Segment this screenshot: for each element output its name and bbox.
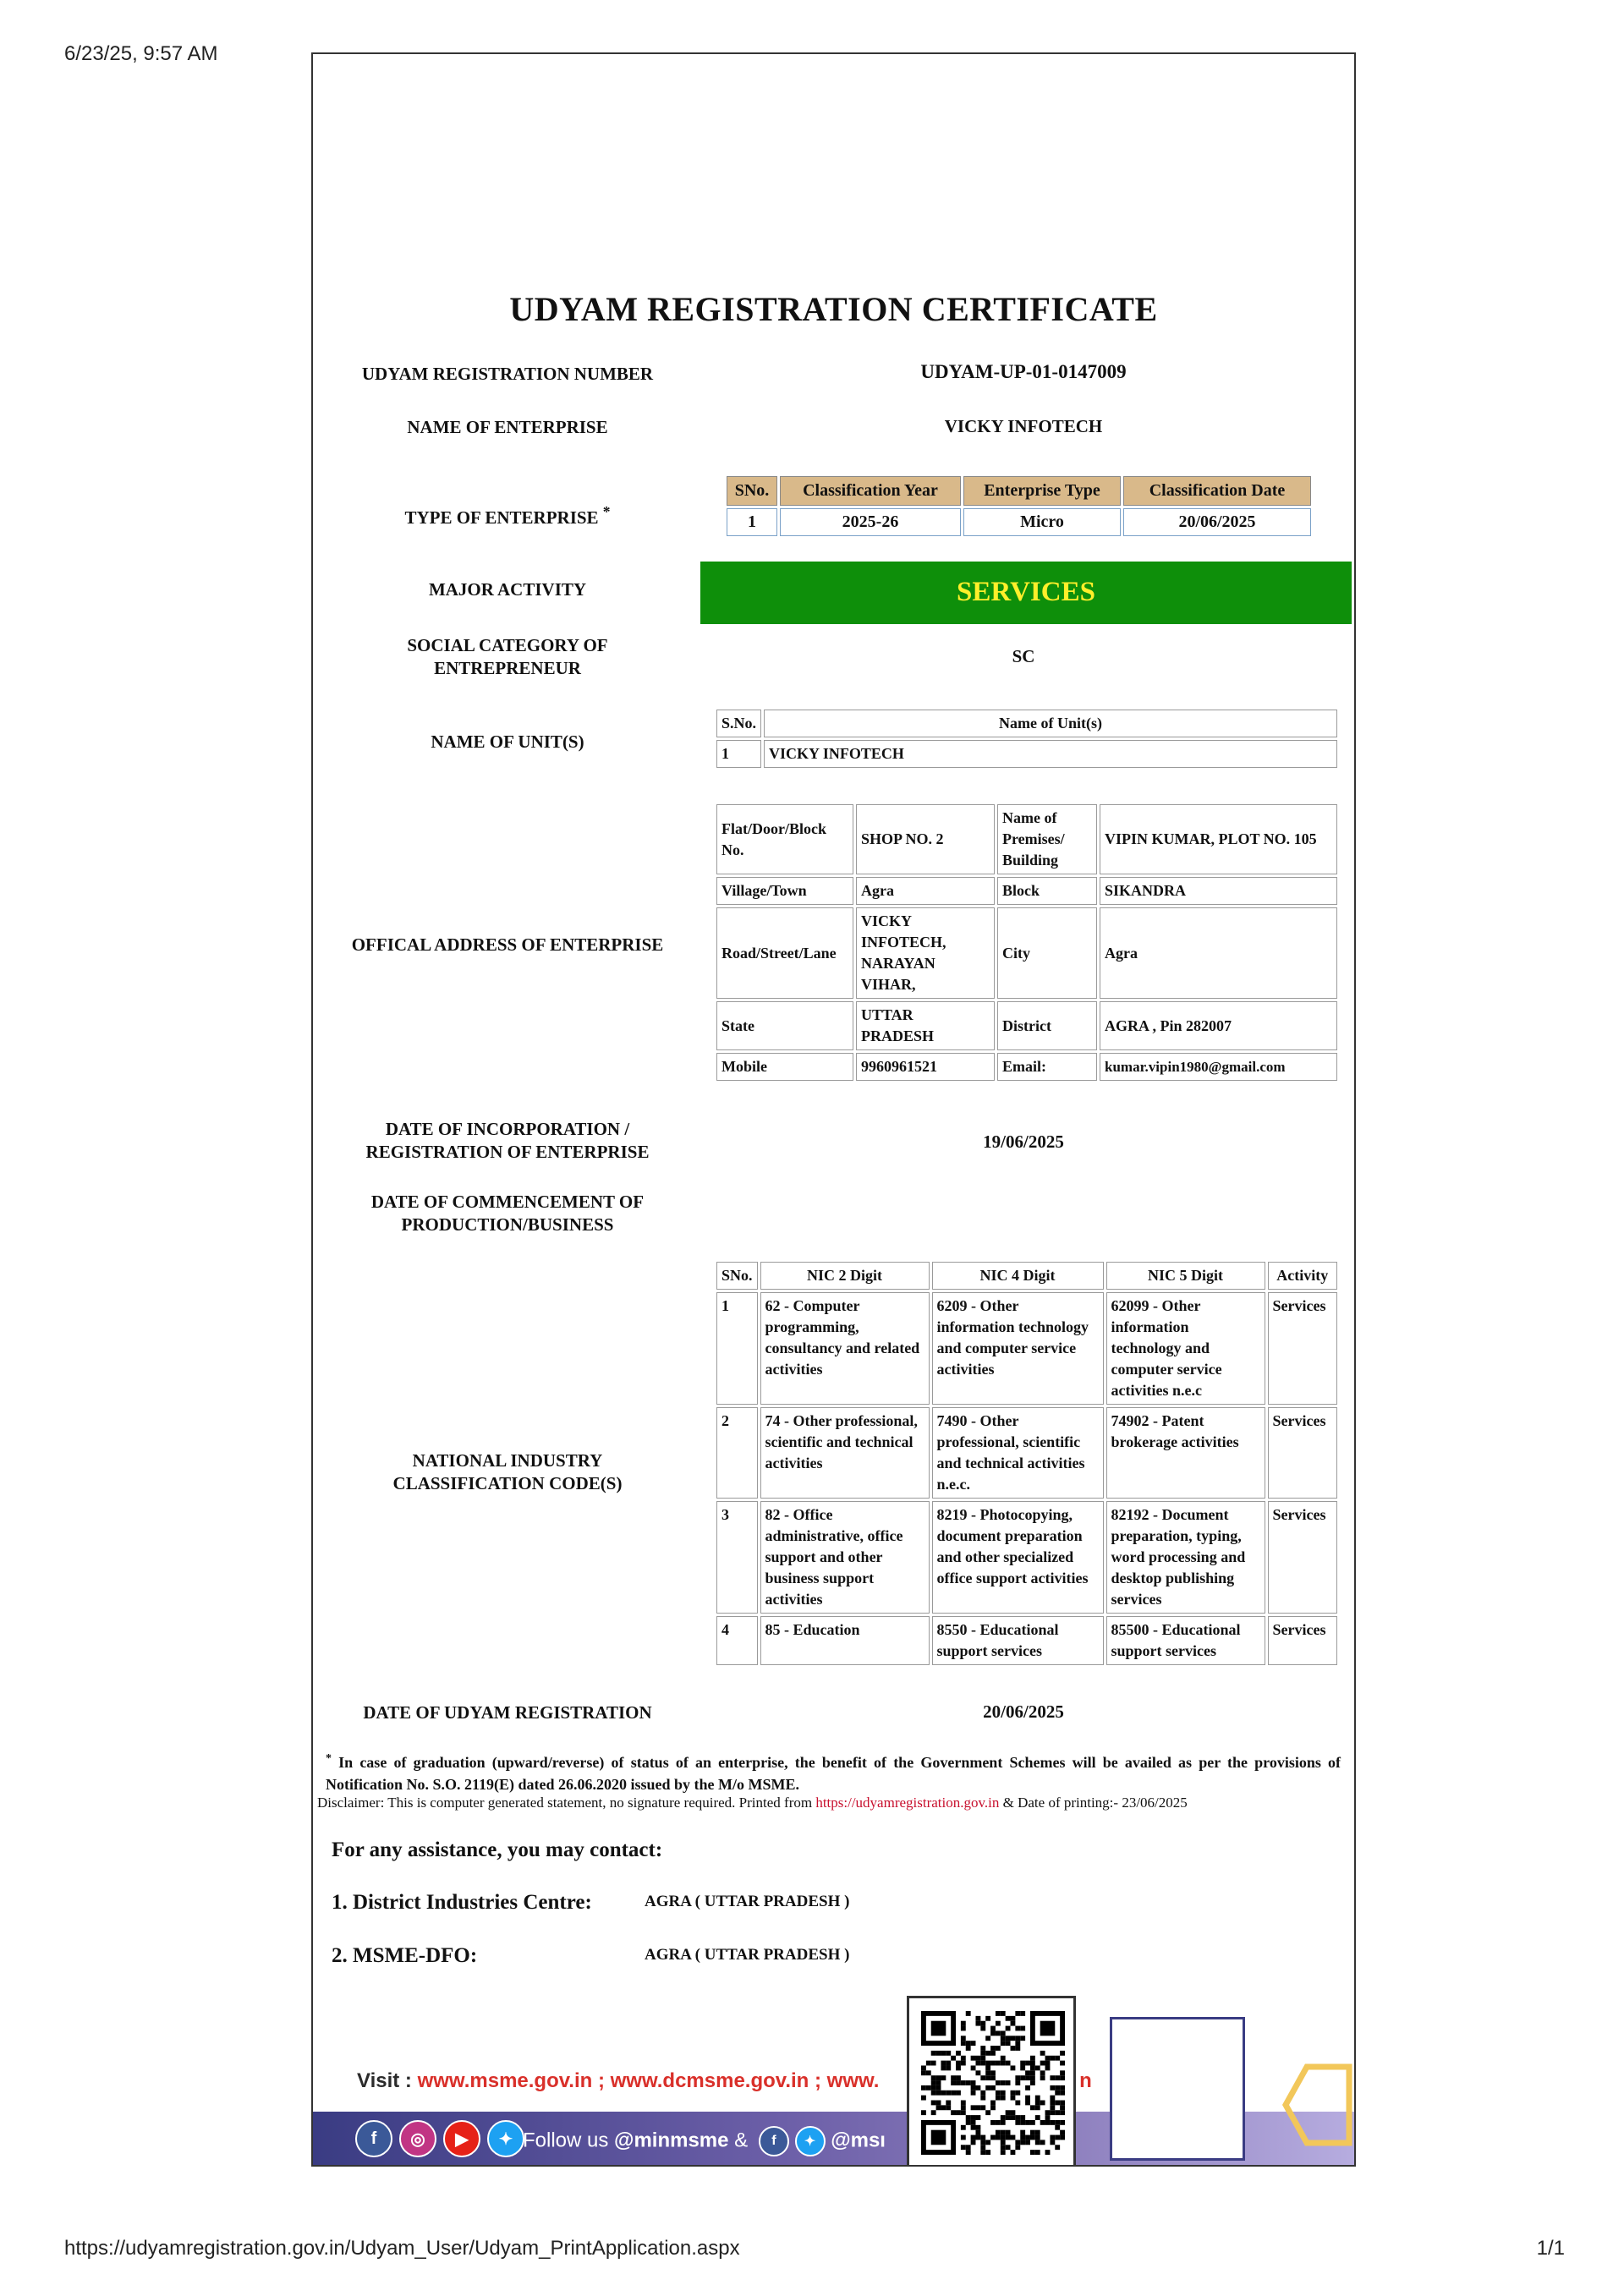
table-row: 2 74 - Other professional, scientific and technical activities 7490 - Other professional, scientific and technical activities n.e.c. 74902 - Patent brokerage activities Services <box>716 1407 1337 1499</box>
major-activity-value: SERVICES <box>957 577 1095 607</box>
nic-table: SNo. NIC 2 Digit NIC 4 Digit NIC 5 Digit Activity 1 62 - Computer programming, consultancy and related activities 6209 - Other information technology and computer service activities 62099 - Other information technology and computer service activities n.e.c Services 2 74 - Other professional, scientific and technical activities 7490 - Other professional, scientific and technical activities n.e.c. 74902 - Patent brokerage activities Services 3 82 - Office administrative, office support and other business support activities 8219 - Photocopying, document preparation and other specialized office support activities 82192 - Document preparation, typing, word processing and desktop publishing services Services 4 85 - Education 8550 - Educational support services 85500 - Educational support services Services <box>714 1259 1340 1668</box>
social-category-label: SOCIAL CATEGORY OF ENTREPRENEUR <box>407 635 608 678</box>
col-classification-year: Classification Year <box>780 476 961 506</box>
dfo-value: AGRA ( UTTAR PRADESH ) <box>645 1946 850 1964</box>
dic-label: 1. District Industries Centre: <box>332 1891 592 1914</box>
commencement-date-label: DATE OF COMMENCEMENT OF PRODUCTION/BUSINESS <box>370 1192 645 1235</box>
disclaimer: Disclaimer: This is computer generated statement, no signature required. Printed from https://udyamregistration.gov.in & Date of printing:- 23/06/2025 <box>317 1795 1188 1811</box>
registration-number-label: UDYAM REGISTRATION NUMBER <box>361 364 654 384</box>
table-row: Village/Town Agra Block SIKANDRA <box>716 877 1337 905</box>
incorporation-date: 19/06/2025 <box>983 1132 1064 1152</box>
certificate-title: UDYAM REGISTRATION CERTIFICATE <box>509 290 1158 328</box>
facebook-icon[interactable]: f <box>759 2126 789 2156</box>
asterisk-marker: * <box>602 503 611 520</box>
table-row: State UTTAR PRADESH District AGRA , Pin 282007 <box>716 1001 1337 1050</box>
address-table <box>714 802 1340 1083</box>
assistance-title: For any assistance, you may contact: <box>332 1838 663 1861</box>
major-activity-label: MAJOR ACTIVITY <box>428 579 587 600</box>
classification-table <box>724 474 1314 539</box>
units-label: NAME OF UNIT(S) <box>431 732 584 752</box>
instagram-icon[interactable]: ◎ <box>399 2120 436 2157</box>
table-row: 3 82 - Office administrative, office support and other business support activities 8219 - Photocopying, document preparation and other specialized office support activities 82192 - Document preparation, typing, word processing and desktop publishing services Services <box>716 1501 1337 1614</box>
facebook-icon[interactable]: f <box>355 2120 392 2157</box>
enterprise-name-label: NAME OF ENTERPRISE <box>407 417 608 437</box>
units-table: S.No. Name of Unit(s) 1 VICKY INFOTECH <box>714 707 1340 770</box>
dfo-label: 2. MSME-DFO: <box>332 1944 478 1967</box>
table-row: 1 2025-26 Micro 20/06/2025 <box>727 508 1311 536</box>
print-page-number: 1/1 <box>1536 2237 1565 2260</box>
social-category-value: SC <box>1012 646 1035 666</box>
hexagon-decoration-icon <box>1277 2046 1356 2164</box>
nic-codes-label: NATIONAL INDUSTRY CLASSIFICATION CODE(S) <box>392 1450 623 1493</box>
photo-box <box>1110 2017 1245 2161</box>
table-row: 4 85 - Education 8550 - Educational support services 85500 - Educational support services Services <box>716 1616 1337 1665</box>
twitter-icon[interactable]: ✦ <box>795 2126 826 2156</box>
col-sno: SNo. <box>727 476 777 506</box>
udyam-date-label: DATE OF UDYAM REGISTRATION <box>363 1702 652 1723</box>
table-row: Mobile 9960961521 Email: kumar.vipin1980@gmail.com <box>716 1053 1337 1081</box>
enterprise-name: VICKY INFOTECH <box>944 416 1103 436</box>
table-row: Road/Street/Lane VICKY INFOTECH, NARAYAN VIHAR, City Agra <box>716 907 1337 999</box>
table-row: 1 VICKY INFOTECH <box>716 740 1337 768</box>
qr-code-icon <box>921 2010 1065 2156</box>
social-icons <box>355 2120 524 2157</box>
incorporation-date-label: DATE OF INCORPORATION / REGISTRATION OF ENTERPRISE <box>365 1119 650 1162</box>
table-row: 1 62 - Computer programming, consultancy and related activities 6209 - Other information technology and computer service activities 62099 - Other information technology and computer service activities n.e.c Services <box>716 1292 1337 1405</box>
follow-us: Follow us @minmsme & f ✦ @msı <box>523 2126 886 2156</box>
qr-code <box>907 1996 1076 2167</box>
certificate <box>311 52 1356 2167</box>
udyam-link[interactable]: https://udyamregistration.gov.in <box>815 1795 1000 1811</box>
col-enterprise-type: Enterprise Type <box>963 476 1121 506</box>
udyam-date: 20/06/2025 <box>983 1701 1064 1722</box>
youtube-icon[interactable]: ▶ <box>443 2120 480 2157</box>
visit-links: Visit : www.msme.gov.in ; www.dcmsme.gov.in ; www. n <box>357 2069 1092 2092</box>
enterprise-type-label: TYPE OF ENTERPRISE * <box>404 503 611 528</box>
dic-value: AGRA ( UTTAR PRADESH ) <box>645 1893 850 1910</box>
print-timestamp: 6/23/25, 9:57 AM <box>64 42 218 65</box>
footnote: * In case of graduation (upward/reverse) of status of an enterprise, the benefit of the Government Schemes will be availed as per the provisions of Notification No. S.O. 2119(E) dated 26.06.2020 issued by the M/o MSME. <box>326 1752 1341 1793</box>
print-url: https://udyamregistration.gov.in/Udyam_User/Udyam_PrintApplication.aspx <box>64 2237 740 2260</box>
twitter-icon[interactable]: ✦ <box>487 2120 524 2157</box>
registration-number: UDYAM-UP-01-0147009 <box>920 361 1127 382</box>
major-activity-band <box>700 562 1352 624</box>
address-label: OFFICAL ADDRESS OF ENTERPRISE <box>351 934 664 955</box>
col-classification-date: Classification Date <box>1123 476 1311 506</box>
table-row: Flat/Door/Block No. SHOP NO. 2 Name of Premises/ Building VIPIN KUMAR, PLOT NO. 105 <box>716 804 1337 874</box>
